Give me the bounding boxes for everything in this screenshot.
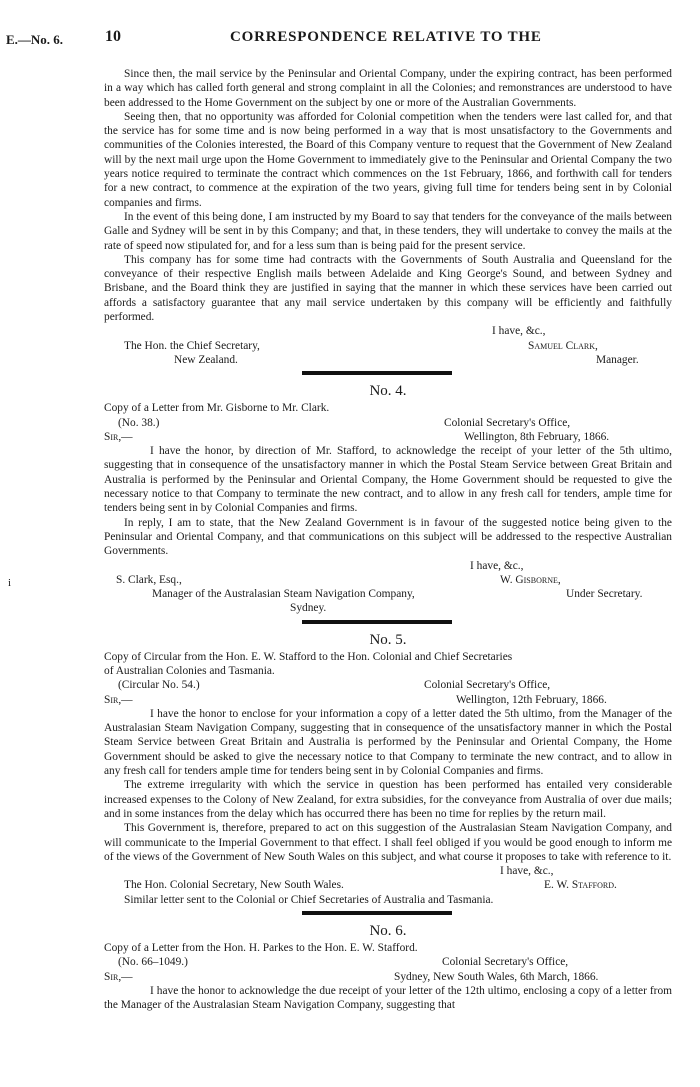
paragraph: This company has for some time had contracts with the Governments of South Australia and Queensland for the conveyance of their respective English mails between Adelaide and King George's Sound, and between Sydney and Brisbane, and the Board think they are justified in saying that the manner in which these services have been carried out affords a satisfactory guarantee that any mail service undertaken by this company will be efficiently and faithfully performed.: [104, 253, 672, 324]
section-divider: [302, 911, 452, 915]
note: Similar letter sent to the Colonial or Chief Secretaries of Australia and Tasmania.: [124, 893, 494, 906]
paragraph: The extreme irregularity with which the service in question has been performed has entailed very considerable increased expenses to the Colony of New Zealand, for extra subsidies, for the conveyance from Australia of over due mails; and in some instances from the delay which has occurred there has been no time for replies by the return mail.: [104, 779, 672, 820]
margin-mark: i: [8, 577, 12, 589]
note-line: [104, 893, 672, 907]
letter-description: Copy of a Letter from Mr. Gisborne to Mr. Clark.: [104, 402, 330, 415]
letter-reference: (Circular No. 54.): [118, 679, 200, 692]
paragraph: In reply, I am to state, that the New Zealand Government is in favour of the suggested notice being given to the Peninsular and Oriental Company, and that communications on this subject will be addressed to the respective Australian Governments.: [104, 516, 672, 558]
page-body: [104, 67, 672, 1013]
letter-continuation: [104, 67, 672, 367]
letter-description: Copy of Circular from the Hon. E. W. Stafford to the Hon. Colonial and Chief Secretaries: [104, 650, 513, 663]
letter-no-6: [104, 921, 672, 1012]
letter-no-4: [104, 381, 672, 615]
place-date: Wellington, 12th February, 1866.: [456, 693, 607, 706]
letter-description: of Australian Colonies and Tasmania.: [104, 664, 275, 677]
document-reference: E.—No. 6.: [6, 32, 64, 47]
signer-name: E. W. Stafford.: [544, 879, 617, 892]
signer-name: Samuel Clark,: [528, 339, 598, 352]
salutation: Sir,—: [104, 970, 133, 983]
salutation-line: [104, 430, 672, 444]
paragraph: I have the honor, by direction of Mr. Stafford, to acknowledge the receipt of your letter of the 5th ultimo, suggesting that in consequence of the unsatisfactory manner in which the Postal Steam Service between Great Britain and Australia is performed by the Peninsular and Oriental Company, the Home Government should be requested to give the necessary notice to that Company to terminate the new contract, and to allow in any fresh call for tenders, ample time for tenders being sent in by Colonial Companies and firms.: [104, 445, 672, 515]
section-divider: [302, 620, 452, 624]
paragraph: This Government is, therefore, prepared to act on this suggestion of the Australasian Steam Navigation Company, and will communicate to the Imperial Government to that effect. I shall feel obliged if you would be good enough to inform me of the views of the Government of New South Wales on this subject, and what course it proposes to take with reference to it.: [104, 822, 672, 863]
addressee: Manager of the Australasian Steam Navigation Company,: [152, 588, 415, 601]
addressee: The Hon. the Chief Secretary,: [124, 339, 260, 352]
reference-line: [104, 955, 672, 969]
section-divider: [302, 371, 452, 375]
addressee: The Hon. Colonial Secretary, New South Wales.: [124, 879, 344, 892]
closing: I have, &c.,: [500, 865, 554, 878]
signature-line: [104, 601, 672, 615]
salutation-line: [104, 693, 672, 707]
addressee: New Zealand.: [174, 353, 238, 366]
signer-title: Manager.: [596, 353, 639, 366]
letter-number: No. 5.: [369, 631, 407, 648]
signer-name: W. Gisborne,: [500, 573, 561, 586]
paragraph: Since then, the mail service by the Peninsular and Oriental Company, under the expiring contract, has been performed in a way which has called forth general and strong complaint in all the Colonies; and remonstrances are understood to have been addressed to the Home Government on the subject by one or more of the Australian Governments.: [104, 68, 672, 109]
addressee: S. Clark, Esq.,: [116, 573, 182, 586]
signature-line: [104, 587, 672, 601]
salutation: Sir,—: [104, 430, 133, 443]
office: Colonial Secretary's Office,: [442, 956, 569, 969]
closing: I have, &c.,: [492, 325, 546, 338]
reference-line: [104, 416, 672, 430]
addressee: Sydney.: [290, 602, 327, 615]
closing-line: [104, 324, 672, 338]
salutation-line: [104, 970, 672, 984]
paragraph: Seeing then, that no opportunity was afforded for Colonial competition when the tenders were last called for, and that the service has for some time and is now being performed in a way that is most unsatisfactory to the Governments and communities of the Colonies interested, the Board of this Company venture to request that the Government of New Zealand will by the next mail urge upon the Home Government to immediately give to the Peninsular and Oriental Company the two years notice required to terminate the contract which commences on the 1st February, 1866, and forthwith call for tenders for a new contract, to commence at the expiration of the two years, giving full time for tenders being sent in by Colonial companies and firms.: [104, 110, 672, 209]
letter-reference: (No. 66–1049.): [118, 956, 188, 969]
signature-line: [104, 573, 672, 587]
signature-line: [104, 353, 672, 367]
paragraph: I have the honor to acknowledge the due receipt of your letter of the 12th ultimo, enclosing a copy of a letter from the Manager of the Australasian Steam Navigation Company, suggesting that: [104, 984, 672, 1012]
closing-line: [104, 559, 672, 573]
office: Colonial Secretary's Office,: [444, 416, 571, 429]
reference-line: [104, 678, 672, 692]
letter-no-5: [104, 630, 672, 907]
letter-reference: (No. 38.): [118, 416, 160, 429]
signature-line: [104, 878, 672, 892]
paragraph: I have the honor to enclose for your information a copy of a letter dated the 5th ultimo, from the Manager of the Australasian Steam Navigation Company, suggesting that in consequence of the unsatisfactory manner in which the Postal Steam Service between Great Britain and Australia is performed by the Peninsular and Oriental Company, the Home Government should be asked to give the necessary notice to that Company to terminate the new contract, and to allow in any fresh call for tenders ample time for tenders being sent in by Colonial Companies and firms.: [104, 707, 672, 778]
salutation: Sir,—: [104, 693, 133, 706]
signer-title: Under Secretary.: [566, 588, 643, 601]
letter-description: Copy of a Letter from the Hon. H. Parkes to the Hon. E. W. Stafford.: [104, 942, 418, 955]
place-date: Sydney, New South Wales, 6th March, 1866.: [394, 970, 599, 983]
running-header: [0, 26, 700, 50]
letter-number: No. 4.: [369, 383, 407, 400]
letter-number: No. 6.: [369, 923, 407, 940]
place-date: Wellington, 8th February, 1866.: [464, 430, 610, 443]
closing: I have, &c.,: [470, 559, 524, 572]
closing-line: [104, 864, 672, 878]
signature-line: [104, 339, 672, 353]
paragraph: In the event of this being done, I am instructed by my Board to say that tenders for the conveyance of the mails between Galle and Sydney will be sent in by this Company; and that, in these tenders, they will undertake to convey the mails at the rate of speed now stipulated for, and for a less sum than is being paid for the present service.: [104, 210, 672, 252]
office: Colonial Secretary's Office,: [424, 679, 551, 692]
running-title: CORRESPONDENCE RELATIVE TO THE: [230, 29, 542, 45]
page-number: 10: [105, 28, 121, 45]
